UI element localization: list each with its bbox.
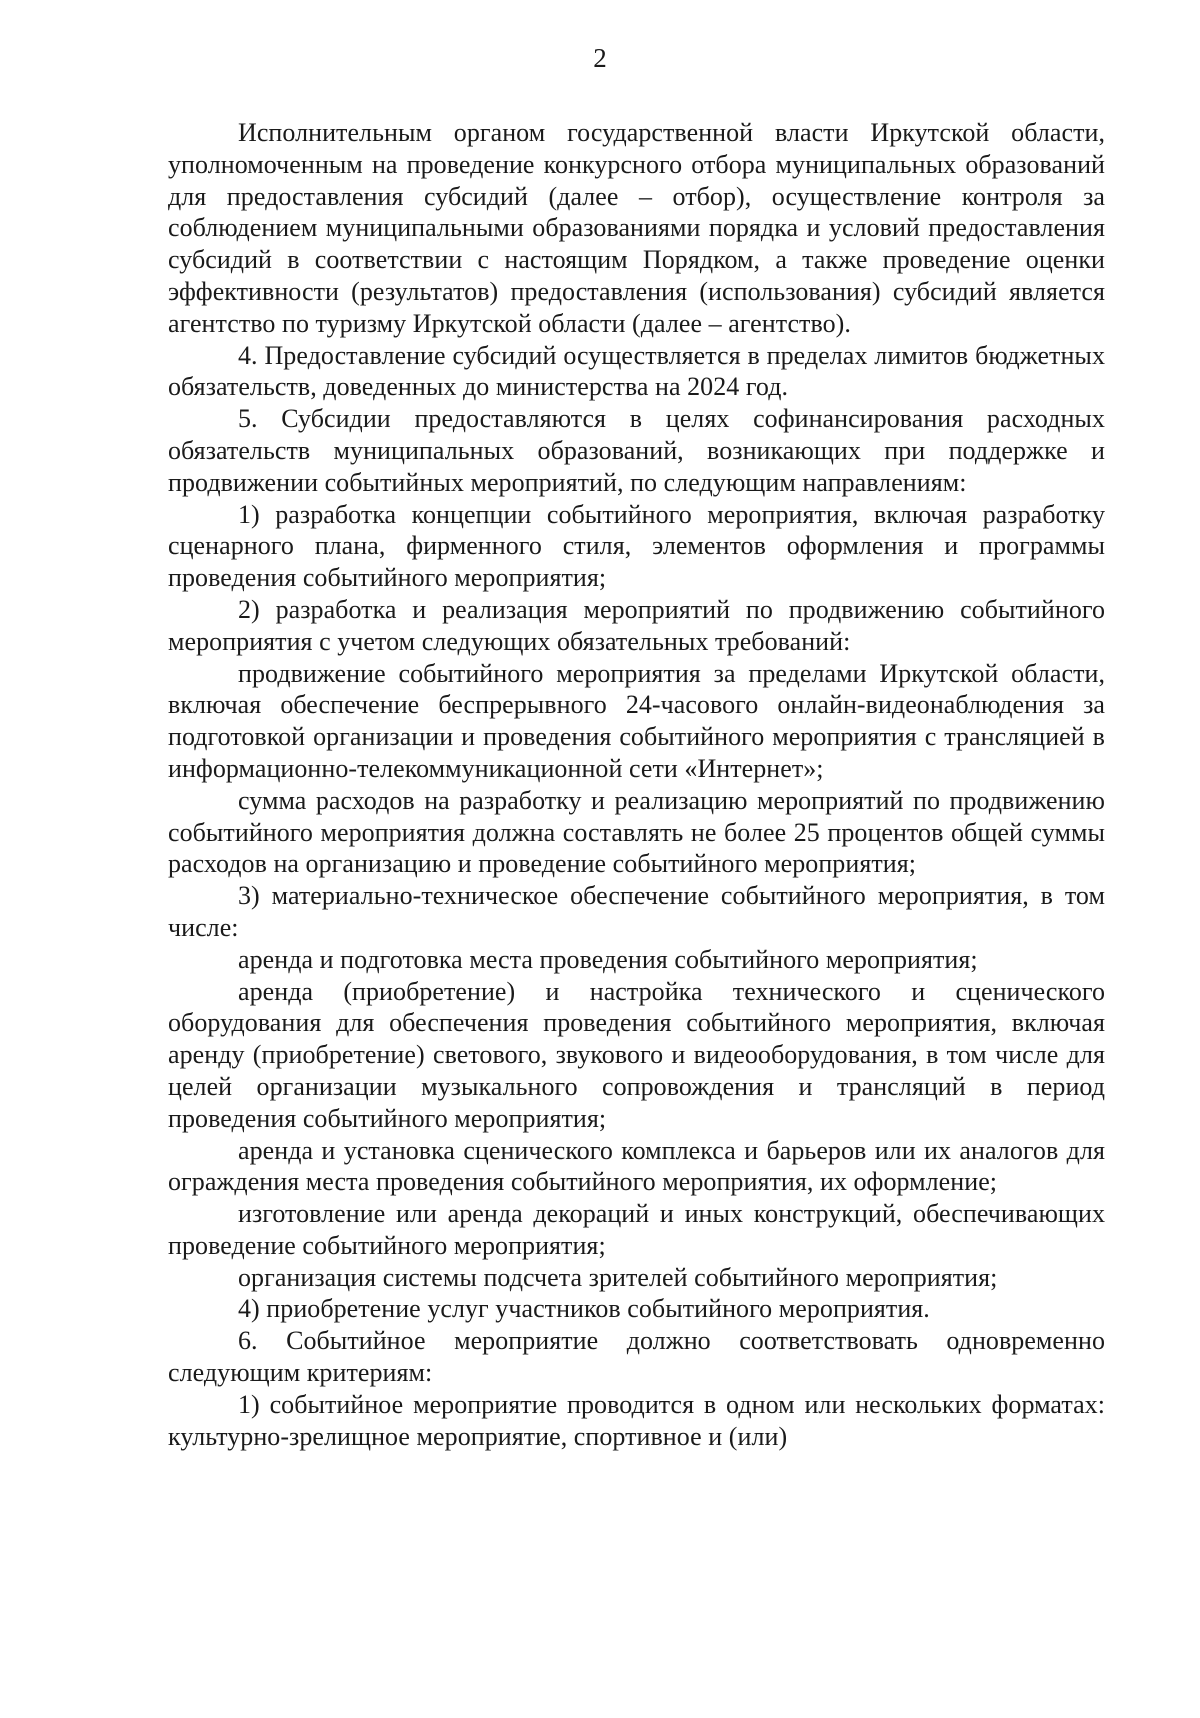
paragraph: аренда и установка сценического комплекса и барьеров или их аналогов для ограждения места проведения событийного мероприятия, их оформление; bbox=[168, 1135, 1105, 1197]
paragraph: 3) материально-техническое обеспечение событийного мероприятия, в том числе: bbox=[168, 881, 1105, 942]
document-body bbox=[168, 117, 1105, 1452]
paragraph: изготовление или аренда декораций и иных конструкций, обеспечивающих проведение событийного мероприятия; bbox=[168, 1199, 1105, 1260]
paragraph: аренда и подготовка места проведения событийного мероприятия; bbox=[238, 944, 978, 974]
paragraph: 5. Субсидии предоставляются в целях софинансирования расходных обязательств муниципальных образований, возникающих при поддержке и продвижении событийных мероприятий, по следующим направлениям: bbox=[168, 404, 1105, 497]
paragraph: аренда (приобретение) и настройка технического и сценического оборудования для обеспечения проведения событийного мероприятия, включая аренду (приобретение) светового, звукового и видеооборудования, в том числе для целей организации музыкального сопровождения и трансляций в период проведения событийного мероприятия; bbox=[168, 976, 1105, 1133]
page-number: 2 bbox=[593, 43, 607, 73]
paragraph: 1) событийное мероприятие проводится в одном или нескольких форматах: культурно-зрелищное мероприятие, спортивное и (или) bbox=[168, 1389, 1105, 1451]
paragraph: 6. Событийное мероприятие должно соответствовать одновременно следующим критериям: bbox=[168, 1326, 1105, 1388]
paragraph: организация системы подсчета зрителей событийного мероприятия; bbox=[238, 1262, 998, 1292]
paragraph: сумма расходов на разработку и реализацию мероприятий по продвижению событийного мероприятия должна составлять не более 25 процентов общей суммы расходов на организацию и проведение событийного мероприятия; bbox=[168, 785, 1105, 879]
paragraph: 4) приобретение услуг участников событийного мероприятия. bbox=[238, 1294, 930, 1324]
paragraph: 2) разработка и реализация мероприятий по продвижению событийного мероприятия с учетом следующих обязательных требований: bbox=[168, 594, 1105, 656]
paragraph: Исполнительным органом государственной власти Иркутской области, уполномоченным на проведение конкурсного отбора муниципальных образований для предоставления субсидий (далее – отбор), осуществление контроля за соблюдением муниципальными образованиями порядка и условий предоставления субсидий в соответствии с настоящим Порядком, а также проведение оценки эффективности (результатов) предоставления (использования) субсидий является агентство по туризму Иркутской области (далее – агентство). bbox=[168, 118, 1105, 338]
paragraph: 4. Предоставление субсидий осуществляется в пределах лимитов бюджетных обязательств, доведенных до министерства на 2024 год. bbox=[168, 340, 1105, 402]
paragraph: продвижение событийного мероприятия за пределами Иркутской области, включая обеспечение беспрерывного 24-часового онлайн-видеонаблюдения за подготовкой организации и проведения событийного мероприятия с трансляцией в информационно-телекоммуникационной сети «Интернет»; bbox=[168, 658, 1105, 783]
paragraph: 1) разработка концепции событийного мероприятия, включая разработку сценарного плана, фирменного стиля, элементов оформления и программы проведения событийного мероприятия; bbox=[168, 499, 1105, 593]
